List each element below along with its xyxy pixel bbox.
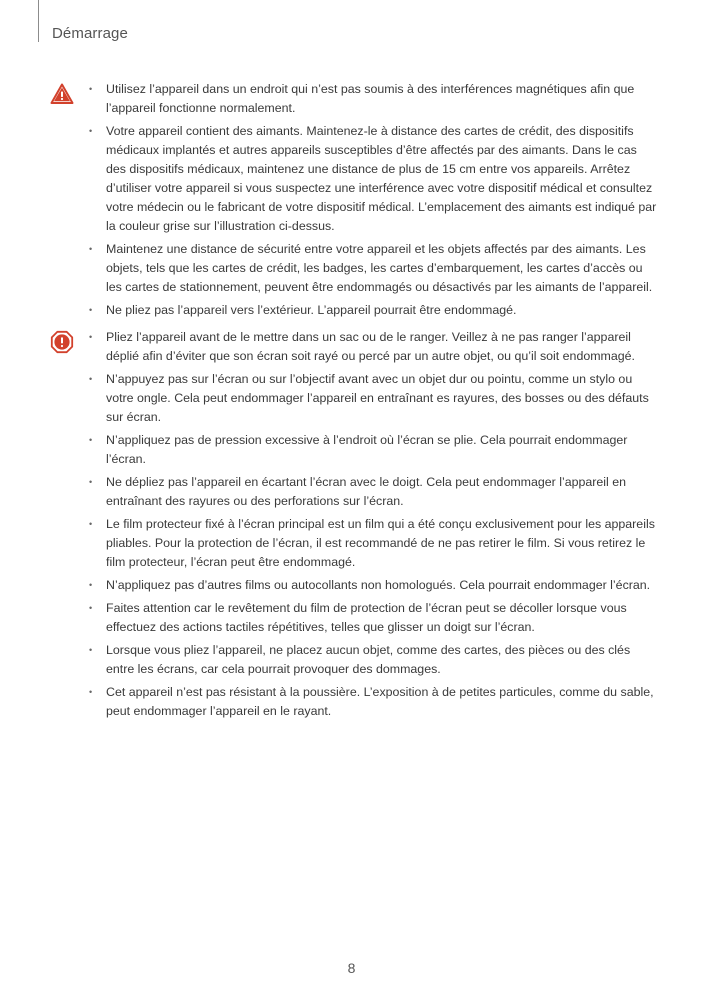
left-margin-rule bbox=[38, 0, 39, 42]
list-item: • N’appliquez pas de pression excessive à l’endroit où l’écran se plie. Cela pourrait endommager l’écran. bbox=[106, 431, 660, 469]
list-item: • Ne pliez pas l’appareil vers l’extérieur. L’appareil pourrait être endommagé. bbox=[106, 301, 660, 320]
list-item: • Pliez l’appareil avant de le mettre dans un sac ou de le ranger. Veillez à ne pas ranger l’appareil déplié afin d’éviter que son écran soit rayé ou percé par un autre objet, ou qu’il soit endommagé. bbox=[106, 328, 660, 366]
list-item: • Lorsque vous pliez l’appareil, ne placez aucun objet, comme des cartes, des pièces ou des clés entre les écrans, car cela pourrait provoquer des dommages. bbox=[106, 641, 660, 679]
section-title: Démarrage bbox=[52, 25, 128, 42]
list-item: • Le film protecteur fixé à l’écran principal est un film qui a été conçu exclusivement pour les appareils pliables. Pour la protection de l’écran, il est recommandé de ne pas retirer le film. Si vous retirez le film protecteur, l’écran peut être endommagé. bbox=[106, 515, 660, 572]
caution-block bbox=[50, 328, 660, 725]
list-item: • Utilisez l’appareil dans un endroit qui n’est pas soumis à des interférences magnétiques afin que l’appareil fonctionne normalement. bbox=[106, 80, 660, 118]
list-item: • Ne dépliez pas l’appareil en écartant l’écran avec le doigt. Cela peut endommager l’appareil en entraînant des rayures ou des perforations sur l’écran. bbox=[106, 473, 660, 511]
caution-list bbox=[50, 328, 660, 721]
list-item: • Maintenez une distance de sécurité entre votre appareil et les objets affectés par des aimants. Les objets, tels que les cartes de crédit, les badges, les cartes d’embarquement, les cartes d’accès ou les cartes de stationnement, peuvent être endommagés ou désactivés par les aimants de l’appareil. bbox=[106, 240, 660, 297]
warning-triangle-icon bbox=[50, 82, 74, 106]
list-item: • Faites attention car le revêtement du film de protection de l’écran peut se décoller lorsque vous effectuez des actions tactiles répétitives, telles que glisser un doigt sur l’écran. bbox=[106, 599, 660, 637]
list-item: • N’appuyez pas sur l’écran ou sur l’objectif avant avec un objet dur ou pointu, comme un stylo ou votre ongle. Cela peut endommager l’appareil en entraînant es rayures, des bosses ou des défauts sur écran. bbox=[106, 370, 660, 427]
warning-block bbox=[50, 80, 660, 324]
page-number: 8 bbox=[347, 960, 356, 976]
list-item: • Cet appareil n’est pas résistant à la poussière. L’exposition à de petites particules, comme du sable, peut endommager l’appareil en le rayant. bbox=[106, 683, 660, 721]
list-item: • N’appliquez pas d’autres films ou autocollants non homologués. Cela pourrait endommager l’écran. bbox=[106, 576, 660, 595]
caution-exclamation-icon bbox=[50, 330, 74, 354]
list-item: • Votre appareil contient des aimants. Maintenez-le à distance des cartes de crédit, des dispositifs médicaux implantés et autres appareils susceptibles d’être affectés par des aimants. Dans le cas des dispositifs médicaux, maintenez une distance de plus de 15 cm entre vos appareils. Arrêtez d’utiliser votre appareil si vous suspectez une interférence avec votre dispositif médical et consultez votre médecin ou le fabricant de votre dispositif médical. L’emplacement des aimants est indiqué par la couleur grise sur l’illustration ci-dessus. bbox=[106, 122, 660, 236]
warning-list bbox=[50, 80, 660, 320]
